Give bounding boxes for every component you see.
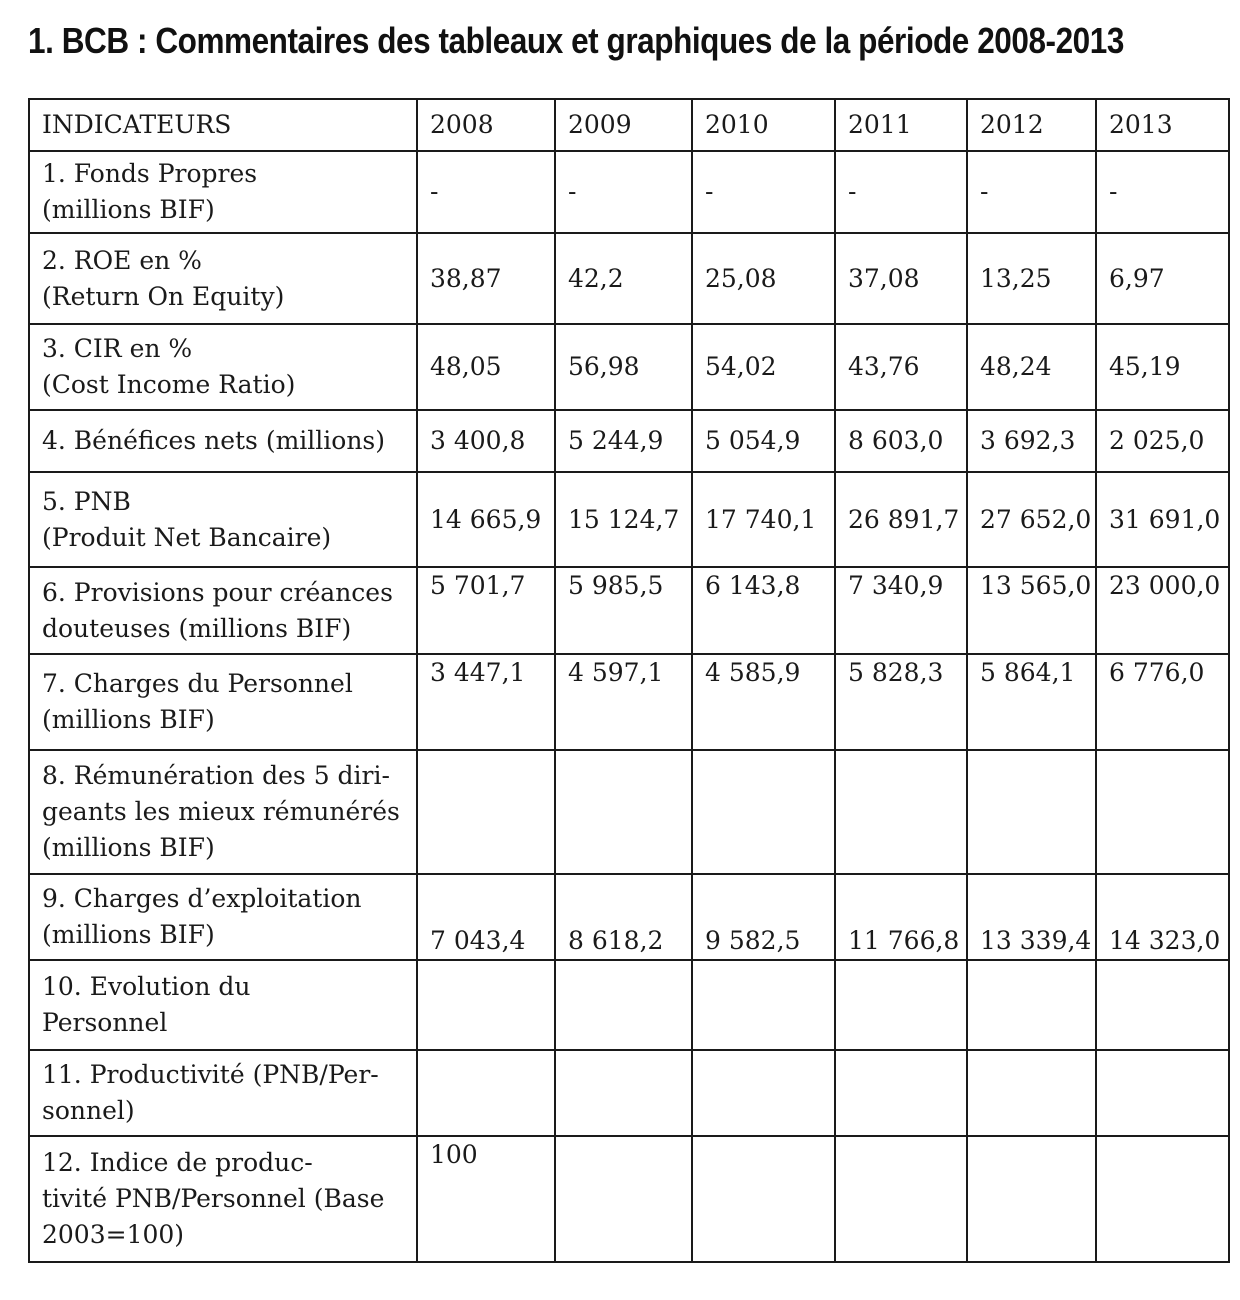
value-cell: 3 692,3	[967, 410, 1096, 472]
value-cell: 26 891,7	[835, 472, 967, 567]
value-cell: 48,24	[967, 324, 1096, 410]
table-row	[29, 750, 1229, 874]
table-row	[29, 654, 1229, 750]
header-cell-year: 2013	[1096, 99, 1229, 151]
value-cell: 4 585,9	[692, 654, 835, 750]
value-cell	[555, 1136, 692, 1262]
value-cell: 5 054,9	[692, 410, 835, 472]
value-cell: 3 447,1	[417, 654, 555, 750]
indicator-label-line: 9. Charges d’exploitation	[42, 884, 362, 913]
value-cell: 56,98	[555, 324, 692, 410]
indicator-label-line: 11. Productivité (PNB/Per-	[42, 1060, 379, 1089]
value-cell	[967, 750, 1096, 874]
header-cell-year: 2010	[692, 99, 835, 151]
value-cell	[967, 1136, 1096, 1262]
value-cell: 8 618,2	[555, 874, 692, 960]
table-row	[29, 1050, 1229, 1136]
value-cell	[835, 960, 967, 1050]
value-cell	[555, 1050, 692, 1136]
indicators-table	[28, 98, 1230, 1263]
value-cell	[692, 1136, 835, 1262]
value-cell	[967, 960, 1096, 1050]
indicator-label-line: 7. Charges du Personnel	[42, 669, 353, 698]
value-cell: 15 124,7	[555, 472, 692, 567]
value-cell	[835, 750, 967, 874]
value-cell: 5 985,5	[555, 567, 692, 654]
indicator-label	[29, 151, 417, 233]
value-cell	[1096, 960, 1229, 1050]
value-cell: 13 339,4	[967, 874, 1096, 960]
table-row	[29, 960, 1229, 1050]
value-cell: 8 603,0	[835, 410, 967, 472]
value-cell: 5 701,7	[417, 567, 555, 654]
value-cell: 6 776,0	[1096, 654, 1229, 750]
value-cell: 3 400,8	[417, 410, 555, 472]
indicator-label-line: (millions BIF)	[42, 920, 215, 949]
indicator-label-line: (Return On Equity)	[42, 281, 285, 311]
header-cell-year: 2011	[835, 99, 967, 151]
value-cell: 38,87	[417, 233, 555, 324]
indicator-label	[29, 874, 417, 960]
value-cell: 31 691,0	[1096, 472, 1229, 567]
header-row	[29, 99, 1229, 151]
value-cell: 14 323,0	[1096, 874, 1229, 960]
value-cell: -	[555, 151, 692, 233]
indicator-label-line: sonnel)	[42, 1096, 135, 1125]
indicator-label-line: 3. CIR en %	[42, 334, 193, 363]
indicator-label-line: (millions BIF)	[42, 195, 215, 224]
indicator-label-line: geants les mieux rémunérés	[42, 797, 400, 826]
table-row	[29, 151, 1229, 233]
indicator-label-line: Personnel	[42, 1008, 168, 1037]
indicator-label-line: 4. Bénéfices nets (millions)	[42, 426, 386, 455]
indicator-label-line: 10. Evolution du	[42, 972, 251, 1001]
value-cell	[835, 1136, 967, 1262]
indicator-label	[29, 324, 417, 410]
indicator-label-line: 2. ROE en %	[42, 245, 202, 275]
value-cell: 25,08	[692, 233, 835, 324]
value-cell: 13,25	[967, 233, 1096, 324]
value-cell	[1096, 750, 1229, 874]
indicator-label-line: (Cost Income Ratio)	[42, 370, 296, 399]
table-row	[29, 472, 1229, 567]
indicator-label	[29, 1136, 417, 1262]
indicator-label	[29, 410, 417, 472]
indicator-label-line: (millions BIF)	[42, 705, 215, 734]
value-cell: -	[417, 151, 555, 233]
page-title: 1. BCB : Commentaires des tableaux et graphiques de la période 2008-2013	[28, 20, 1124, 61]
value-cell: 7 340,9	[835, 567, 967, 654]
table-row	[29, 410, 1229, 472]
value-cell	[835, 1050, 967, 1136]
table-row	[29, 233, 1229, 324]
value-cell: 43,76	[835, 324, 967, 410]
value-cell: 6,97	[1096, 233, 1229, 324]
header-cell-year: 2008	[417, 99, 555, 151]
value-cell	[555, 960, 692, 1050]
value-cell	[417, 1050, 555, 1136]
value-cell	[1096, 1050, 1229, 1136]
table-row	[29, 324, 1229, 410]
indicator-label	[29, 654, 417, 750]
value-cell: 2 025,0	[1096, 410, 1229, 472]
value-cell	[692, 1050, 835, 1136]
indicator-label	[29, 750, 417, 874]
indicator-label-line: 2003=100)	[42, 1220, 185, 1249]
indicator-label-line: douteuses (millions BIF)	[42, 613, 352, 643]
indicator-label-line: 8. Rémunération des 5 diri-	[42, 761, 390, 790]
indicator-label	[29, 233, 417, 324]
indicator-label-line: 1. Fonds Propres	[42, 159, 258, 188]
value-cell: 42,2	[555, 233, 692, 324]
value-cell	[692, 960, 835, 1050]
value-cell	[692, 750, 835, 874]
value-cell: -	[967, 151, 1096, 233]
value-cell: -	[692, 151, 835, 233]
value-cell: 5 864,1	[967, 654, 1096, 750]
value-cell	[555, 750, 692, 874]
value-cell: -	[835, 151, 967, 233]
value-cell: 7 043,4	[417, 874, 555, 960]
value-cell: 27 652,0	[967, 472, 1096, 567]
table-row	[29, 567, 1229, 654]
value-cell: 48,05	[417, 324, 555, 410]
value-cell: 9 582,5	[692, 874, 835, 960]
value-cell	[967, 1050, 1096, 1136]
value-cell: 100	[417, 1136, 555, 1262]
indicator-label-line: 6. Provisions pour créances	[42, 577, 393, 607]
value-cell	[1096, 1136, 1229, 1262]
value-cell: 37,08	[835, 233, 967, 324]
value-cell: -	[1096, 151, 1229, 233]
header-cell-year: 2012	[967, 99, 1096, 151]
header-cell-year: 2009	[555, 99, 692, 151]
value-cell	[417, 960, 555, 1050]
value-cell	[417, 750, 555, 874]
indicator-label	[29, 960, 417, 1050]
header-cell-indicateurs: INDICATEURS	[29, 99, 417, 151]
value-cell: 17 740,1	[692, 472, 835, 567]
value-cell: 5 244,9	[555, 410, 692, 472]
value-cell: 13 565,0	[967, 567, 1096, 654]
indicator-label-line: tivité PNB/Personnel (Base	[42, 1184, 385, 1213]
table-row	[29, 874, 1229, 960]
indicator-label-line: 12. Indice de produc-	[42, 1148, 313, 1177]
indicator-label	[29, 1050, 417, 1136]
value-cell: 6 143,8	[692, 567, 835, 654]
value-cell: 5 828,3	[835, 654, 967, 750]
indicator-label-line: 5. PNB	[42, 486, 131, 516]
indicator-label	[29, 472, 417, 567]
indicator-label	[29, 567, 417, 654]
value-cell: 45,19	[1096, 324, 1229, 410]
table-row	[29, 1136, 1229, 1262]
value-cell: 11 766,8	[835, 874, 967, 960]
value-cell: 14 665,9	[417, 472, 555, 567]
indicator-label-line: (Produit Net Bancaire)	[42, 522, 332, 552]
value-cell: 23 000,0	[1096, 567, 1229, 654]
indicator-label-line: (millions BIF)	[42, 833, 215, 862]
value-cell: 4 597,1	[555, 654, 692, 750]
value-cell: 54,02	[692, 324, 835, 410]
